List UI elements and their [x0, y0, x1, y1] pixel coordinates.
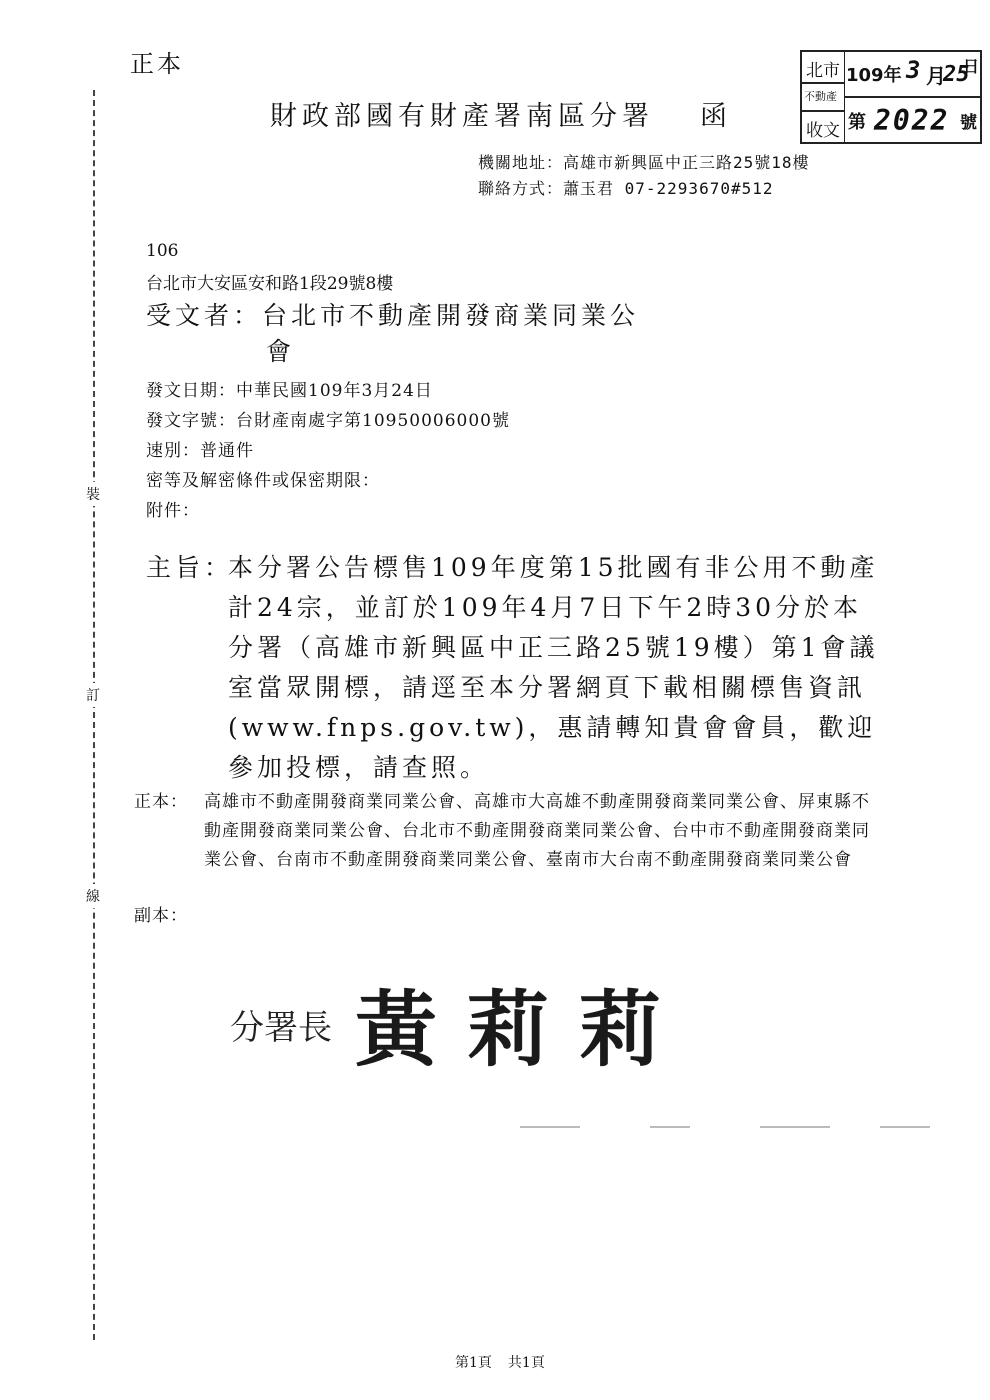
binding-char-zhuang: 裝 — [81, 482, 105, 506]
subject — [146, 548, 888, 788]
subject-text: 本分署公告標售109年度第15批國有非公用不動產計24宗，並訂於109年4月7日下午2時30分於本分署（高雄市新興區中正三路25號19樓）第1會議室當眾開標，請逕至本分署網頁下載相關標售資訊(www.fnps.gov.tw)，惠請轉知貴會會員，歡迎參加投標，請查照。 — [228, 553, 879, 782]
stamp-number: 2022 — [874, 104, 950, 137]
binding-char-ding: 訂 — [81, 683, 105, 707]
original-recipients — [134, 788, 872, 875]
recipient-name: 台北市不動產開發商業同業公 — [262, 301, 640, 330]
page-number: 第1頁 — [455, 1355, 492, 1371]
stamp-day: 25 — [943, 62, 970, 87]
attachment: 附件： — [146, 501, 200, 521]
copy-recipients: 副本： — [134, 906, 188, 926]
doc-number: 發文字號：台財產南處字第10950006000號 — [146, 411, 510, 431]
agency-name: 財政部國有財產署南區分署 — [270, 101, 654, 132]
agency-contact: 聯絡方式：蕭玉君 07-2293670#512 — [478, 179, 774, 198]
copy-label: 正本 — [130, 50, 184, 78]
speed-class: 速別：普通件 — [146, 441, 254, 461]
recipient-address: 台北市大安區安和路1段29號8樓 — [146, 274, 394, 294]
received-stamp — [800, 50, 982, 144]
page-total: 共1頁 — [507, 1355, 545, 1371]
issue-date: 發文日期：中華民國109年3月24日 — [146, 381, 433, 401]
scan-mark — [650, 1126, 690, 1128]
stamp-org-line1: 北市 — [806, 61, 840, 81]
scan-mark — [760, 1126, 830, 1128]
stamp-month-unit: 月 — [926, 64, 946, 88]
subject-label: 主旨： — [146, 553, 234, 582]
postal-code: 106 — [146, 241, 179, 261]
stamp-day-unit: 日 — [963, 57, 980, 76]
stamp-month: 3 — [906, 56, 921, 84]
binding-char-xian: 線 — [81, 884, 105, 908]
binding-line — [93, 90, 95, 1340]
signature-name: 黃莉莉 — [355, 983, 692, 1078]
original-text: 高雄市不動產開發商業同業公會、高雄市大高雄不動產開發商業同業公會、屏東縣不動產開發商業同業公會、台北市不動產開發商業同業公會、台中市不動產開發商業同業公會、台南市不動產開發商業同業公會、臺南市大台南不動產開發商業同業公會 — [204, 792, 870, 870]
stamp-org-line3: 收文 — [806, 121, 840, 141]
page-footer — [455, 1352, 545, 1372]
stamp-no-prefix: 第 — [848, 112, 866, 133]
original-label: 正本： — [134, 792, 188, 812]
scan-mark — [520, 1126, 580, 1128]
stamp-org-line2: 不動產 — [804, 90, 837, 103]
doc-title — [270, 94, 732, 133]
stamp-no-suffix: 號 — [960, 113, 977, 133]
stamp-year: 109年 — [846, 65, 902, 86]
recipient — [146, 298, 639, 370]
doc-type: 函 — [700, 101, 732, 132]
signature-title: 分署長 — [230, 1008, 332, 1048]
secrecy-level: 密等及解密條件或保密期限： — [146, 471, 380, 491]
agency-address: 機關地址：高雄市新興區中正三路25號18樓 — [478, 153, 810, 172]
scan-mark — [880, 1126, 930, 1128]
recipient-name-cont: 會 — [266, 337, 296, 366]
recipient-label: 受文者： — [146, 301, 263, 330]
